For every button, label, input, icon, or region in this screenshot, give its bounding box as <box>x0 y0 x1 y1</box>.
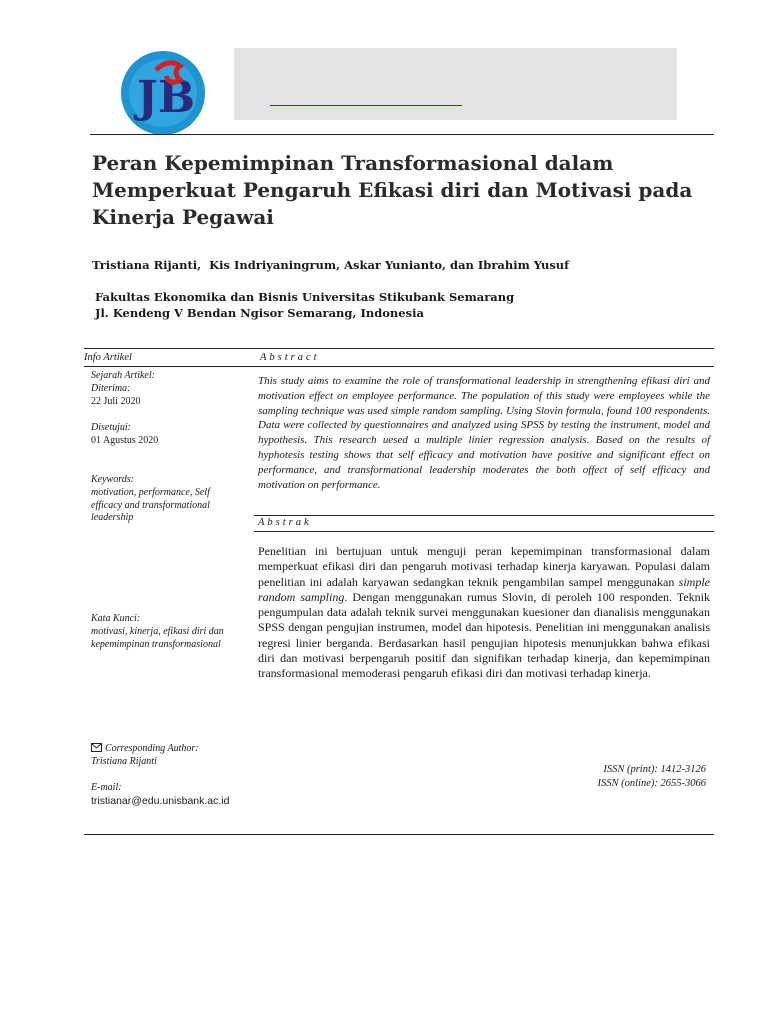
abstract-header: Abstract <box>260 352 320 363</box>
journal-url-link[interactable] <box>270 105 462 106</box>
abstrak-text-part1: Penelitian ini bertujuan untuk menguji peran kepemimpinan transformasional dalam memperkuat efikasi diri dan pengaruh motivasi terhadap kinerja karyawan. Populasi dalam penelitian ini adalah karyawan sedangkan teknik pengambilan sampel menggunakan <box>258 544 710 589</box>
header-divider <box>90 134 714 135</box>
approved-label: Disetujui: <box>91 422 131 433</box>
abstrak-header: Abstrak <box>258 517 312 528</box>
keywords-list: motivation, performance, Self efficacy and transformational leadership <box>91 487 210 523</box>
abstrak-text-italic: simple random sampling <box>258 574 710 604</box>
email-link[interactable]: tristianar@edu.unisbank.ac.id <box>91 795 230 807</box>
abstrak-id-text <box>258 544 710 682</box>
logo-letters: JB <box>137 72 196 123</box>
history-label: Sejarah Artikel: <box>91 370 155 381</box>
received-date: 22 Juli 2020 <box>91 396 141 407</box>
abstrak-text-part2: . Dengan menggunakan rumus Slovin, di peroleh 100 responden. Teknik pengumpulan data adalah teknik survei menggunakan kuesioner dan dianalisis menggunakan SPSS dengan pengujian instrumen, model dan hipotesis. Penelitian ini menggunakan analisis regresi linier berganda. Berdasarkan hasil pengujian hipotesis menunjukkan bahwa efikasi diri dan motivasi berpengaruh positif dan signifikan terhadap kinerja, dan kepemimpinan transformasional memoderasi pengaruh efikasi diri dan motivasi terhadap kinerja. <box>258 589 711 681</box>
info-top-rule <box>84 348 714 349</box>
logo-graphic <box>120 50 206 136</box>
affiliation-line-2: Jl. Kendeng V Bendan Ngisor Semarang, Indonesia <box>95 306 424 320</box>
kata-kunci-list: motivasi, kinerja, efikasi diri dan kepemimpinan transformasional <box>91 626 224 650</box>
abstract-divider <box>254 515 714 516</box>
info-header-rule <box>84 366 714 367</box>
issn-print: ISSN (print): 1412-3126 <box>603 764 706 775</box>
abstrak-header-rule <box>254 531 714 532</box>
envelope-icon <box>91 743 102 757</box>
info-bottom-rule <box>84 834 714 835</box>
kata-kunci-label: Kata Kunci: <box>91 613 141 624</box>
article-authors: Tristiana Rijanti, Kis Indriyaningrum, Askar Yunianto, dan Ibrahim Yusuf <box>92 258 570 272</box>
journal-header-banner <box>234 48 677 120</box>
corresponding-name: Tristiana Rijanti <box>91 756 157 767</box>
article-title: Peran Kepemimpinan Transformasional dalam Memperkuat Pengaruh Efikasi diri dan Motivasi pada Kinerja Pegawai <box>92 151 693 229</box>
abstract-en-text: This study aims to examine the role of transformational leadership in strengthening efikasi diri and motivation effect on employee performance. The population of this study were employees while the sampling technique was used simple random sampling. Using Slovin formula, found 100 respondents. Data were collected by questionnaires and analyzed using SPSS by testing the instrument, model and hypothesis. This research uesed a multiple linier regression analysis. Based on the results of hyphotesis testing shows that self efficacy and motivation have positive and significant effect on performance, and transformational leadership moderates the both offect of self efficacy and motivation on performance. <box>258 375 710 491</box>
issn-online: ISSN (online): 2655-3066 <box>597 778 706 789</box>
corresponding-author-line <box>91 743 199 757</box>
received-label: Diterima: <box>91 383 131 394</box>
corresponding-label: Corresponding Author: <box>105 743 199 754</box>
affiliation-line-1: Fakultas Ekonomika dan Bisnis Universitas Stikubank Semarang <box>95 290 515 304</box>
keywords-label: Keywords: <box>91 474 134 485</box>
email-label: E-mail: <box>91 782 122 793</box>
approved-date: 01 Agustus 2020 <box>91 435 159 446</box>
info-artikel-header: Info Artikel <box>84 352 132 363</box>
journal-logo <box>120 50 206 136</box>
